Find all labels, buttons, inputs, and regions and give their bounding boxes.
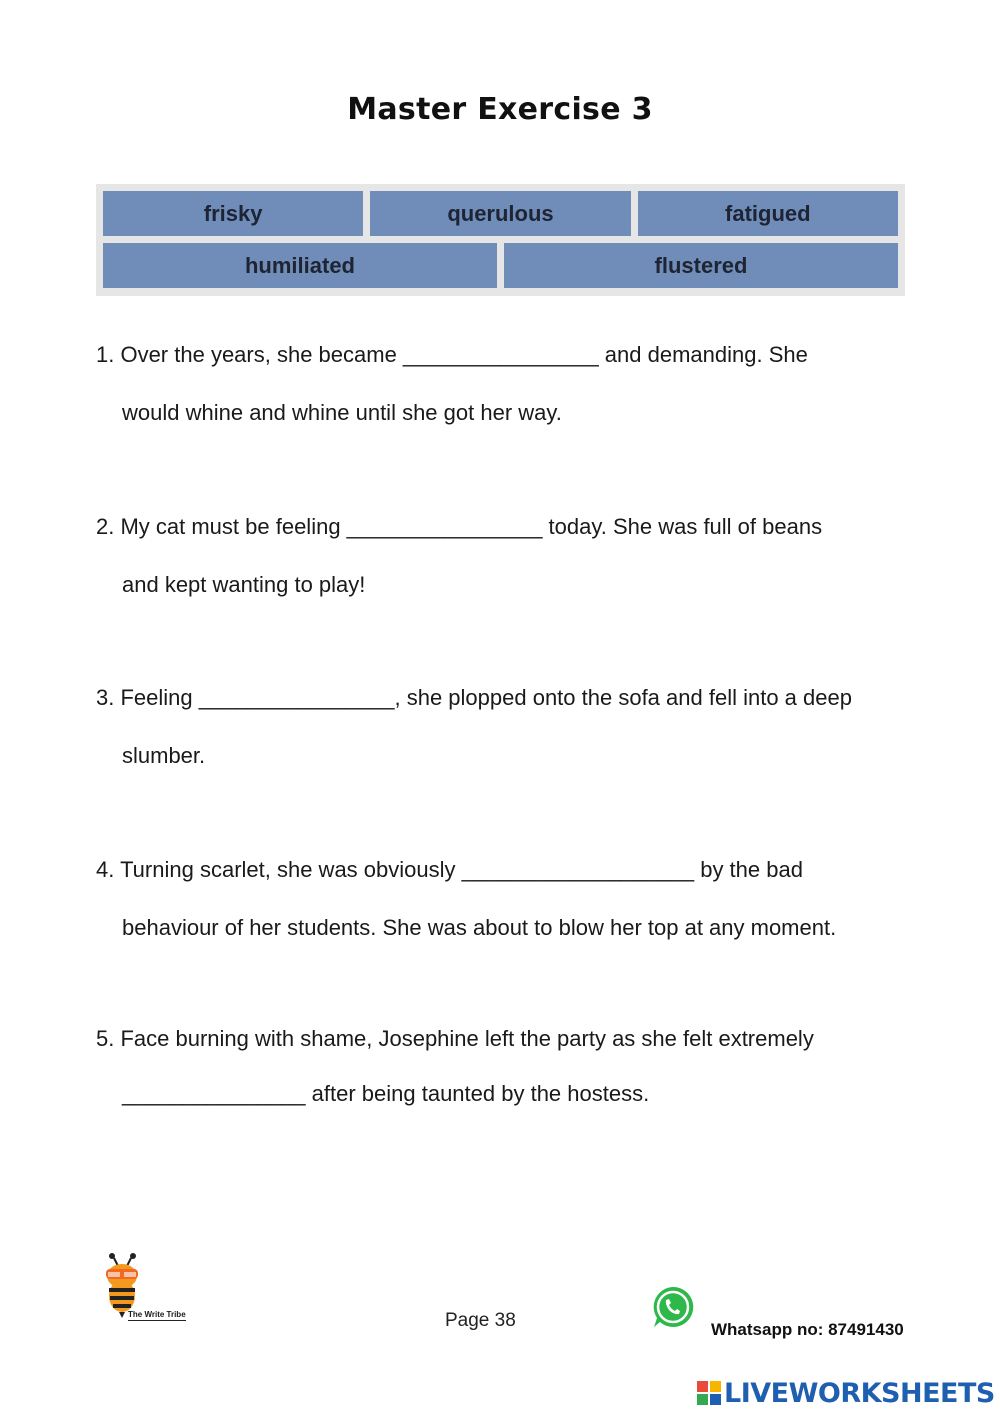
question-1	[96, 342, 916, 426]
question-4-line-1[interactable]: 4. Turning scarlet, she was obviously ___________________ by the bad	[96, 857, 803, 882]
question-4	[96, 857, 916, 941]
question-3-line-1[interactable]: 3. Feeling ________________, she plopped onto the sofa and fell into a deep	[96, 685, 852, 710]
question-5-line-2[interactable]: _______________ after being taunted by the hostess.	[122, 1081, 650, 1106]
liveworksheets-text: LIVEWORKSHEETS	[724, 1377, 995, 1409]
question-2-line-2: and kept wanting to play!	[122, 572, 366, 597]
question-4-line-2: behaviour of her students. She was about to blow her top at any moment.	[122, 915, 837, 940]
word-bank-row-1	[103, 191, 898, 236]
bee-logo-icon	[100, 1250, 205, 1330]
question-5	[96, 1026, 916, 1107]
word-flustered[interactable]: flustered	[504, 243, 898, 288]
question-5-line-1: 5. Face burning with shame, Josephine left the party as she felt extremely	[96, 1026, 814, 1051]
question-1-line-1[interactable]: 1. Over the years, she became ________________ and demanding. She	[96, 342, 808, 367]
question-3-line-2: slumber.	[122, 743, 206, 768]
word-querulous[interactable]: querulous	[370, 191, 630, 236]
whatsapp-number: Whatsapp no: 87491430	[711, 1320, 904, 1339]
page-title: Master Exercise 3	[347, 92, 653, 127]
word-fatigued[interactable]: fatigued	[638, 191, 898, 236]
word-bank	[96, 184, 905, 296]
question-2-line-1[interactable]: 2. My cat must be feeling ________________ today. She was full of beans	[96, 514, 823, 539]
word-bank-row-2	[103, 243, 898, 288]
word-humiliated[interactable]: humiliated	[103, 243, 497, 288]
question-1-line-2: would whine and whine until she got her way.	[122, 400, 562, 425]
whatsapp-icon	[650, 1284, 696, 1330]
page-number: Page 38	[445, 1310, 516, 1331]
logo-text: The Write Tribe	[128, 1310, 186, 1319]
liveworksheets-brand	[697, 1376, 995, 1410]
question-3	[96, 685, 916, 769]
liveworksheets-badge-icon	[697, 1381, 721, 1405]
question-2	[96, 514, 916, 598]
word-frisky[interactable]: frisky	[103, 191, 363, 236]
